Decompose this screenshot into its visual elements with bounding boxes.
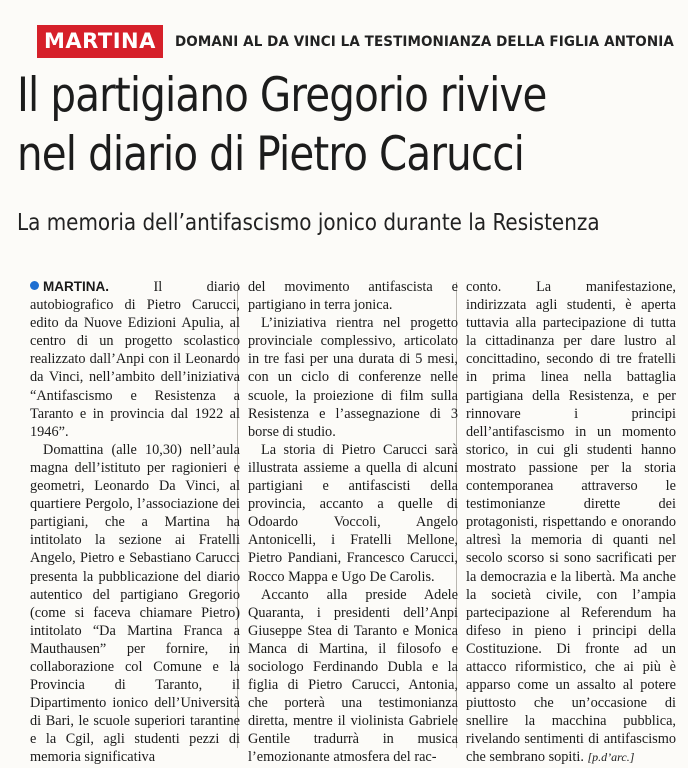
article-paragraph: del movimento antifascista e partigiano in terra jonica. <box>248 279 458 314</box>
headline <box>17 66 585 184</box>
kicker-text: DOMANI AL DA VINCI LA TESTIMONIANZA DELLA FIGLIA ANTONIA <box>174 33 674 50</box>
paragraph-text: Il diario autobiografico di Pietro Carucci, edito da Nuove Edizioni Apulia, al centro di un progetto scolastico realizzato dall’Anpi con il Leonardo da Vinci, nell’ambito dell’iniziativa “Antifascismo e Resistenza a Taranto e in provincia dal 1922 al 1946”. <box>30 279 240 440</box>
author-signature: [p.d’arc.] <box>587 750 635 765</box>
headline-line-2: nel diario di Pietro Carucci <box>17 127 524 182</box>
article-paragraph <box>466 278 676 767</box>
subheadline: La memoria dell’antifascismo jonico durante la Resistenza <box>17 208 600 236</box>
section-tag: MARTINA <box>37 25 163 58</box>
article-paragraph: L’iniziativa rientra nel progetto provinciale complessivo, articolato in tre fasi per una durata di 5 mesi, con un ciclo di conferenze nelle scuole, la proiezione di film sulla Resistenza e l’assegnazione di 3 borse di studio. <box>248 315 458 440</box>
article-paragraph: Accanto alla preside Adele Quaranta, i presidenti dell’Anpi Giuseppe Stea di Taranto e Monica Manca di Martina, il filosofo e sociologo Ferdinando Dubla e la figlia di Pietro Carucci, Antonia, che porterà una testimonianza diretta, mentre il violinista Gabriele Gentile tradurrà in musica l’emozionante atmosfera del rac- <box>248 586 458 766</box>
article-column-1 <box>30 278 240 767</box>
article-paragraph <box>30 278 240 441</box>
article-paragraph: La storia di Pietro Carucci sarà illustrata assieme a quella di alcuni partigiani e antifascisti della provincia, accanto a quelle di Odoardo Voccoli, Angelo Antonicelli, i Fratelli Mellone, Pietro Pandiani, Francesco Carucci, Rocco Mappa e Ugo De Carolis. <box>248 441 458 585</box>
article-column-2 <box>248 278 458 767</box>
article-paragraph: Domattina (alle 10,30) nell’aula magna dell’istituto per ragionieri e geometri, Leonardo Da Vinci, al quartiere Pergolo, l’associazione dei partigiani, che a Martina ha intitolato la sezione ai Fratelli Angelo, Pietro e Sebastiano Carucci presenta la pubblicazione del diario autentico del partigiano Gregorio (come si faceva chiamare Pietro) intitolato “Da Martina Franca a Mauthausen” per fornire, in collaborazione col Comune e la Provincia di Taranto, il Dipartimento ionico dell’Università di Bari, le scuole superiori tarantine e la Cgil, agli studenti pezzi di memoria significativa <box>30 441 240 766</box>
headline-line-1: Il partigiano Gregorio rivive <box>17 68 547 123</box>
bullet-icon <box>30 281 39 290</box>
paragraph-text: conto. La manifestazione, indirizzata agli studenti, è aperta tuttavia alla partecipazione di tutta la cittadinanza per dare lustro al concittadino, secondo di tre fratelli in prima linea nella battaglia partigiana della Resistenza, e per rinnovare i principi dell’antifascismo in un momento storico, in cui gli studenti hanno mostrato passione per la storia contemporanea attraverso le testimonianze dirette dei protagonisti, rispettando e onorando altresì la memoria di quanti nel secolo scorso si sono sacrificati per la democrazia e la libertà. Ma anche la società civile, con l’ampia partecipazione al Referendum ha difeso in pieno i principi della Costituzione. Di fronte ad un attacco riformistico, che ai più è apparso come un assalto al potere piuttosto che un’occasione di snellire la macchina pubblica, rivelando sentimenti di antifascismo che sembrano sopiti. <box>466 279 676 766</box>
article-column-3 <box>466 278 676 767</box>
dateline: MARTINA. <box>43 279 109 294</box>
kicker-bar <box>37 25 688 58</box>
